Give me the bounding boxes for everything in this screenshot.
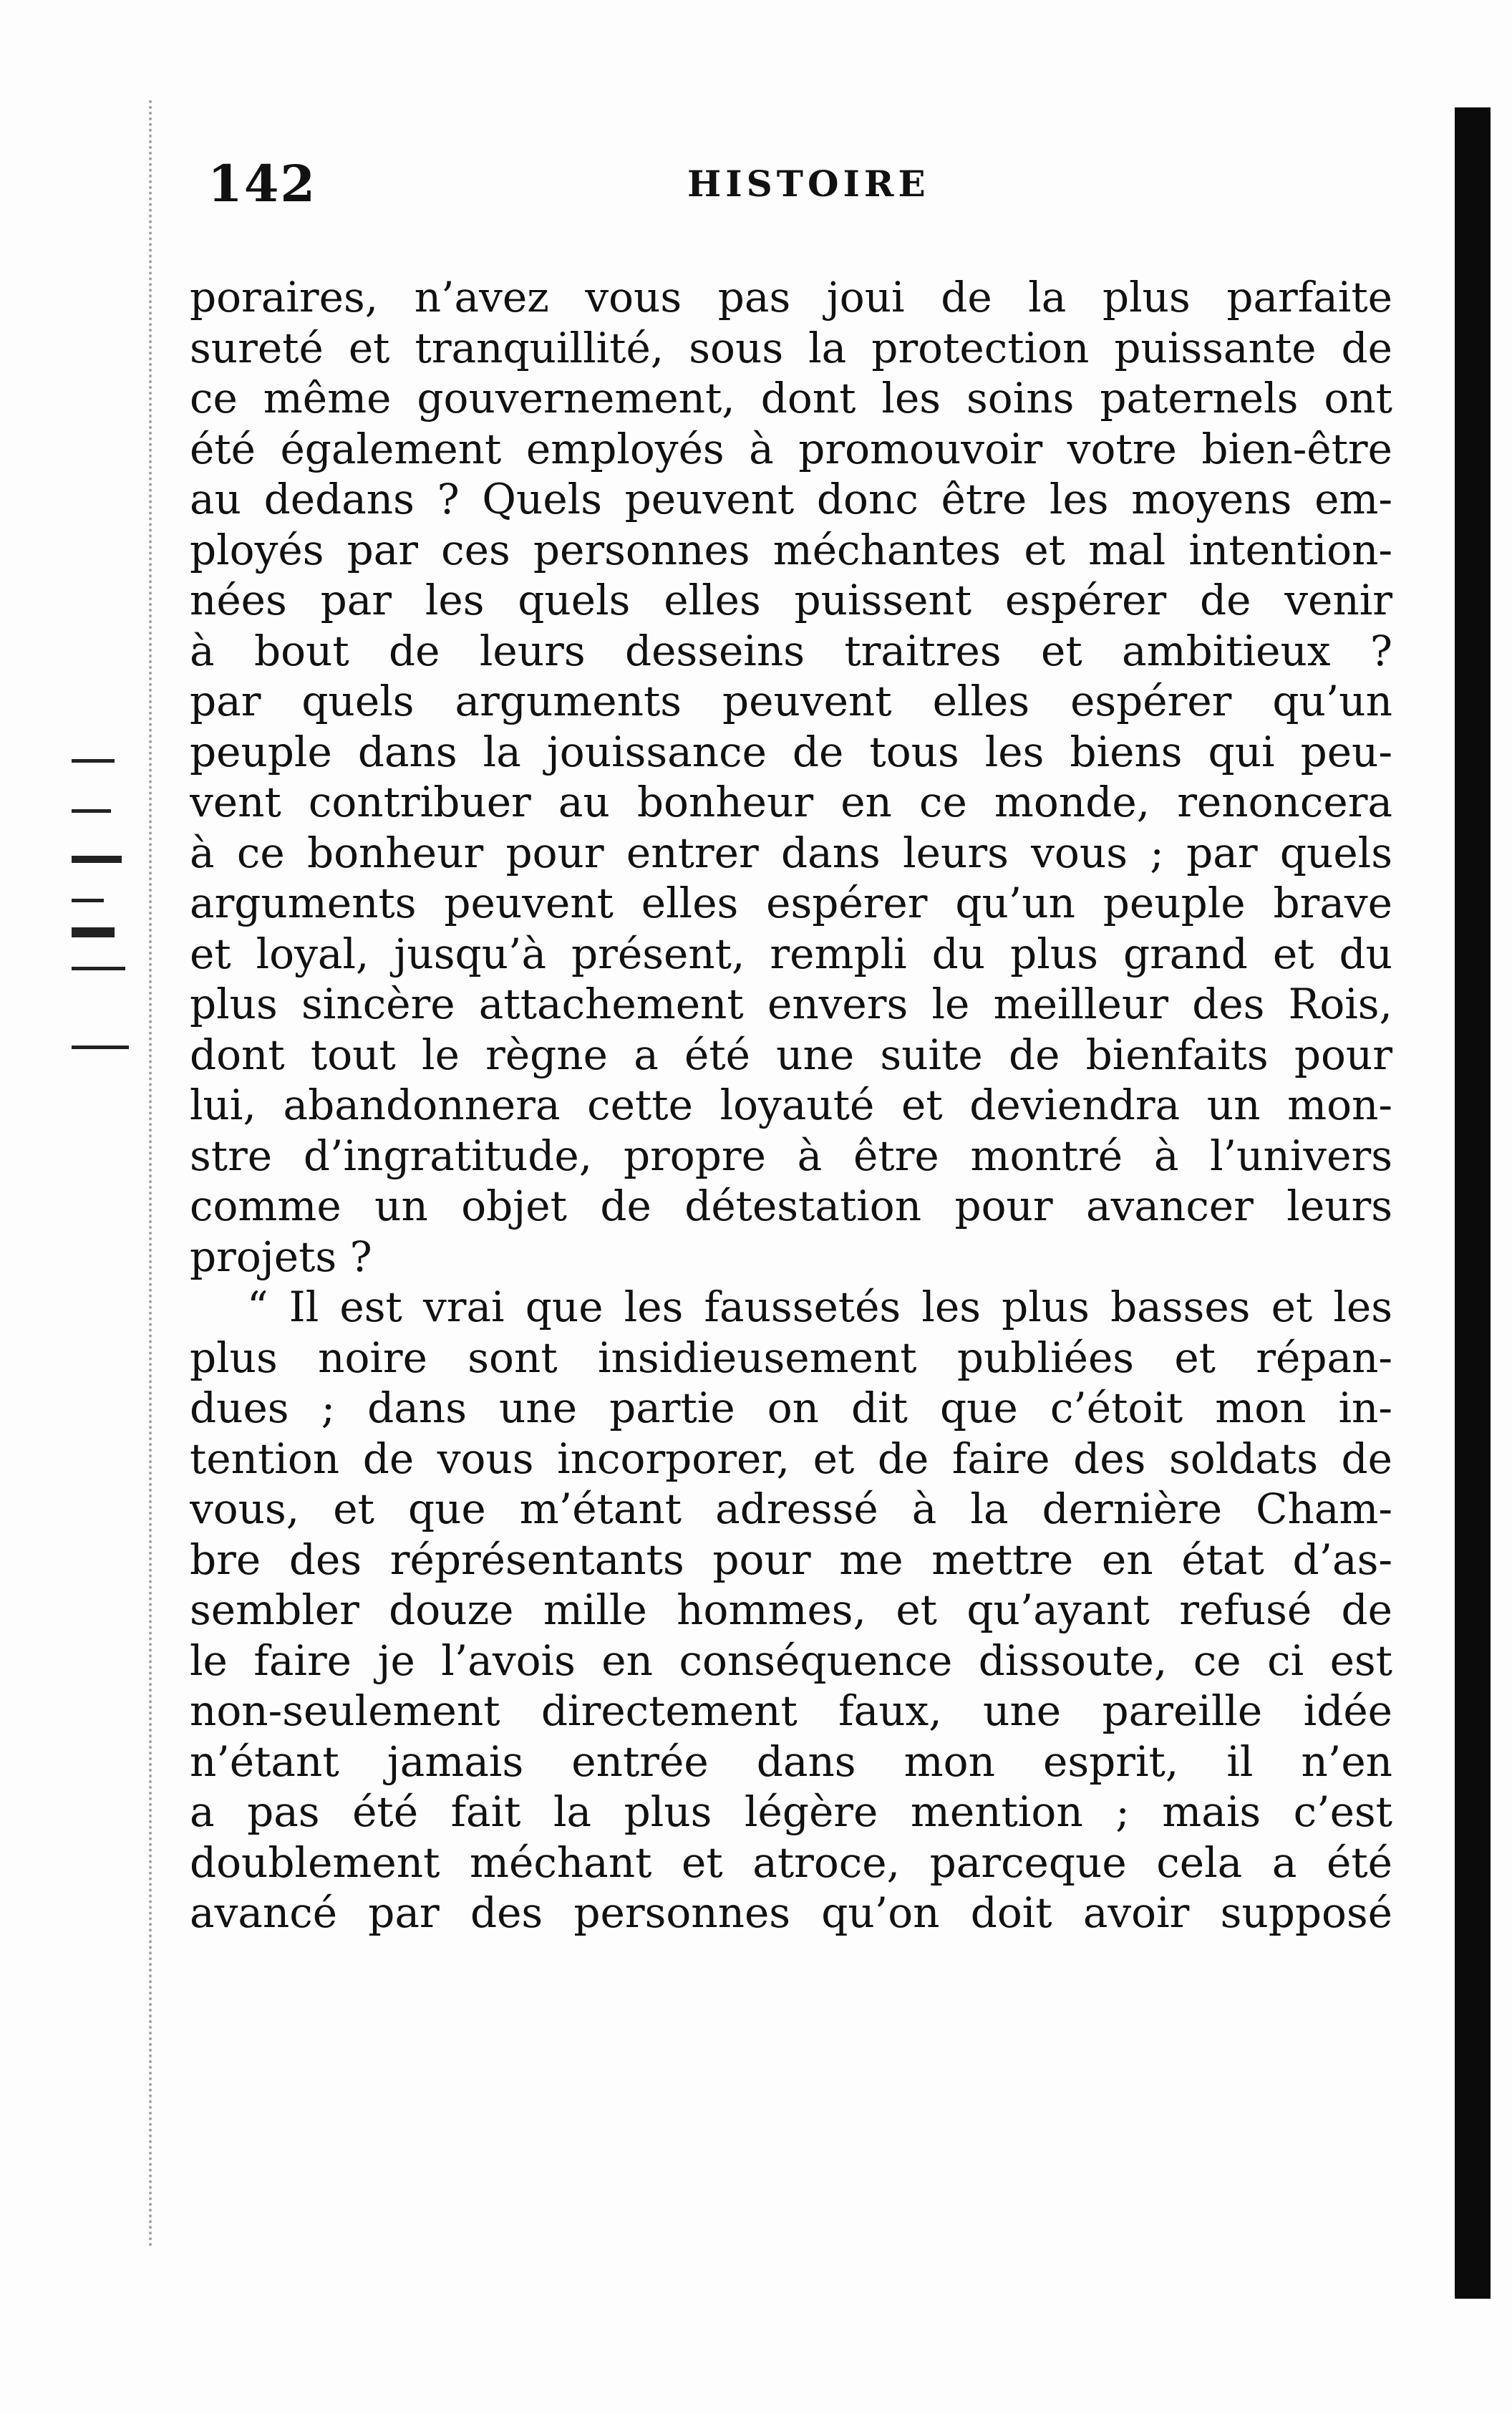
- text-line: vent contribuer au bonheur en ce monde, renoncera: [190, 778, 1392, 826]
- text-line: vous, et que m’étant adressé à la dernière Cham-: [190, 1484, 1392, 1533]
- text-line: dues ; dans une partie on dit que c’étoit mon in-: [190, 1384, 1392, 1432]
- text-line: stre d’ingratitude, propre à être montré à l’univers: [190, 1131, 1392, 1180]
- margin-mark: [72, 967, 125, 970]
- margin-mark: [72, 927, 115, 937]
- margin-dotted-rule: [149, 100, 152, 2249]
- margin-mark: [72, 899, 104, 902]
- text-line: à bout de leurs desseins traitres et ambitieux ?: [190, 626, 1392, 675]
- text-line: été également employés à promouvoir votre bien-être: [190, 424, 1392, 473]
- text-line: doublement méchant et atroce, parceque cela a été: [190, 1838, 1392, 1887]
- text-line: plus noire sont insidieusement publiées et répan-: [190, 1333, 1392, 1382]
- text-line: poraires, n’avez vous pas joui de la plus parfaite: [190, 273, 1392, 322]
- text-line: ployés par ces personnes méchantes et mal intention-: [190, 525, 1392, 574]
- text-line: dont tout le règne a été une suite de bienfaits pour: [190, 1030, 1392, 1079]
- page-number: 142: [208, 154, 317, 213]
- margin-mark: [72, 759, 115, 763]
- text-line: bre des réprésentants pour me mettre en état d’as-: [190, 1535, 1392, 1584]
- binding-edge-shadow: [1455, 107, 1491, 2299]
- text-line: a pas été fait la plus légère mention ; mais c’est: [190, 1787, 1392, 1836]
- margin-mark: [72, 856, 122, 863]
- text-line: n’étant jamais entrée dans mon esprit, il n’en: [190, 1737, 1392, 1786]
- text-line: ce même gouvernement, dont les soins paternels ont: [190, 374, 1392, 423]
- margin-mark: [72, 809, 111, 813]
- text-line: par quels arguments peuvent elles espérer qu’un: [190, 677, 1392, 725]
- body-text: [190, 272, 1392, 1939]
- text-line: sembler douze mille hommes, et qu’ayant refusé de: [190, 1585, 1392, 1634]
- text-line: lui, abandonnera cette loyauté et deviendra un mon-: [190, 1081, 1392, 1129]
- text-line: plus sincère attachement envers le meilleur des Rois,: [190, 980, 1392, 1028]
- text-line: tention de vous incorporer, et de faire des soldats de: [190, 1434, 1392, 1483]
- margin-mark: [72, 1046, 129, 1049]
- text-line: nées par les quels elles puissent espérer de venir: [190, 576, 1392, 624]
- text-line: comme un objet de détestation pour avancer leurs: [190, 1182, 1392, 1230]
- text-line: sureté et tranquillité, sous la protection puissante de: [190, 323, 1392, 372]
- text-line: non-seulement directement faux, une pareille idée: [190, 1686, 1392, 1735]
- text-line: arguments peuvent elles espérer qu’un peuple brave: [190, 879, 1392, 927]
- text-line: à ce bonheur pour entrer dans leurs vous ; par quels: [190, 828, 1392, 877]
- text-line-paragraph-end: projets ?: [190, 1232, 372, 1281]
- running-head: [208, 154, 1396, 218]
- text-line: au dedans ? Quels peuvent donc être les moyens em-: [190, 475, 1392, 523]
- margin-marks: [72, 745, 150, 1060]
- text-line: peuple dans la jouissance de tous les biens qui peu-: [190, 727, 1392, 776]
- text-line: et loyal, jusqu’à présent, rempli du plus grand et du: [190, 929, 1392, 978]
- text-line: le faire je l’avois en conséquence dissoute, ce ci est: [190, 1636, 1392, 1685]
- running-title: HISTOIRE: [687, 163, 930, 205]
- text-line: avancé par des personnes qu’on doit avoir supposé: [190, 1888, 1392, 1937]
- text-line-paragraph-start: “ Il est vrai que les faussetés les plus basses et les: [247, 1283, 1392, 1331]
